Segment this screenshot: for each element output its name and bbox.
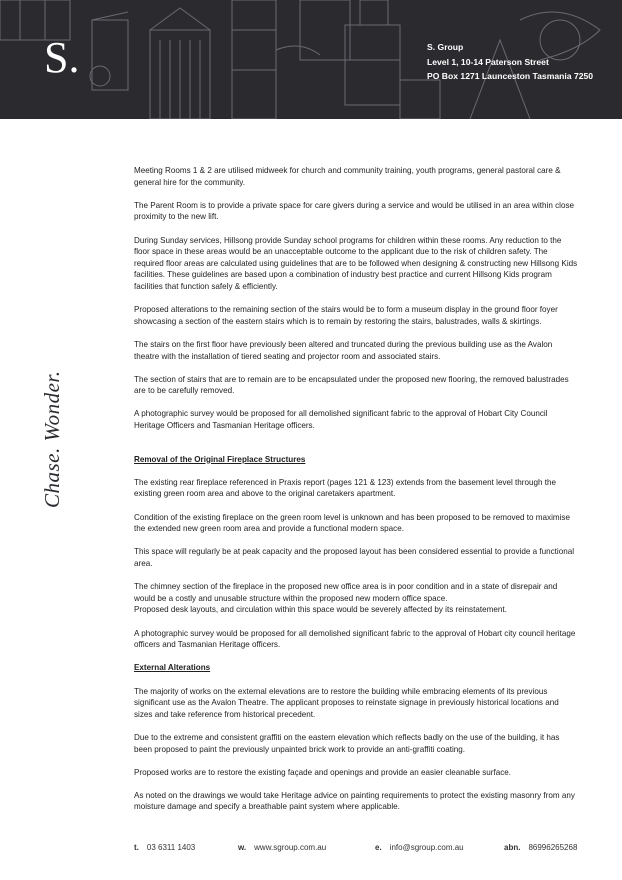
- abn-value: 86996265268: [528, 843, 578, 852]
- website-label: w.: [238, 843, 247, 852]
- paragraph: As noted on the drawings we would take Heritage advice on painting requirements to protect the existing masonry from any moisture damage and specify a breathable paint system where applicable.: [134, 790, 575, 812]
- footer-phone: [134, 842, 195, 854]
- section-heading-fireplace: Removal of the Original Fireplace Structures: [134, 454, 306, 464]
- website-value: www.sgroup.com.au: [254, 843, 327, 852]
- phone-value: 03 6311 1403: [146, 843, 196, 852]
- email-value: info@sgroup.com.au: [389, 843, 464, 852]
- paragraph: A photographic survey would be proposed for all demolished significant fabric to the approval of Hobart city council heritage officers and Tasmanian Heritage officers.: [134, 628, 576, 650]
- paragraph: [134, 581, 579, 616]
- paragraph: Due to the extreme and consistent graffiti on the eastern elevation which reflects badly on the use of the building, it has been proposed to paint the previously unpainted brick work to provide an anti-graffiti coating.: [134, 732, 560, 754]
- paragraph: During Sunday services, Hillsong provide Sunday school programs for children within these rooms. Any reduction to the floor space in these areas would be an unacceptable outcome to the applicant due to the risk of children safety. The required floor areas are calculated using guidelines that are to be followed when designing & constructing new Hillsong Kids facilities. These guidelines are based upon a combination of industry best practice and current Hillsong Kids program facilities that function safely & efficiently.: [134, 235, 578, 291]
- phone-label: t.: [134, 843, 139, 852]
- paragraph: This space will regularly be at peak capacity and the proposed layout has been considered essential to provide a functional area.: [134, 547, 575, 568]
- paragraph: The section of stairs that are to remain are to be encapsulated under the proposed new flooring, the removed balustrades are to be carefully removed.: [134, 374, 569, 396]
- footer-contacts: [134, 842, 584, 854]
- paragraph: Proposed alterations to the remaining section of the stairs would be to form a museum display in the ground floor foyer showcasing a section of the eastern stairs which is to remain by restoring the stairs, balustrades, walls & skirtings.: [134, 305, 558, 326]
- chimney-text: The chimney section of the fireplace in the proposed new office area is in poor condition and in a state of disrepair and would be a costly and unusable structure within the proposed new modern office space.: [134, 582, 558, 603]
- company-name: S. Group: [427, 42, 464, 52]
- paragraph: Proposed works are to restore the existing façade and openings and provide an easier cleanable surface.: [134, 767, 512, 777]
- email-label: e.: [375, 843, 382, 852]
- company-logo: S.: [44, 33, 80, 82]
- company-address: [427, 40, 593, 84]
- paragraph: The Parent Room is to provide a private space for care givers during a service and would be utilised in an area within close proximity to the new lift.: [134, 200, 574, 222]
- footer-abn: [504, 842, 577, 854]
- paragraph: Meeting Rooms 1 & 2 are utilised midweek for church and community training, youth programs, general pastoral care & general hire for the community.: [134, 166, 561, 187]
- address-line-2: PO Box 1271 Launceston Tasmania 7250: [427, 71, 594, 81]
- letterhead-banner: [0, 0, 622, 119]
- document-body: [134, 165, 579, 825]
- footer-email: [375, 842, 464, 854]
- chimney-text-continued: Proposed desk layouts, and circulation within this space would be severely affected by its reinstatement.: [134, 605, 507, 615]
- address-line-1: Level 1, 10-14 Paterson Street: [427, 56, 549, 67]
- paragraph: The existing rear fireplace referenced in Praxis report (pages 121 & 123) extends from the basement level through the existing green room area and above to the original caretakers apartment.: [134, 477, 557, 499]
- vertical-tagline: Chase. Wonder.: [40, 370, 64, 508]
- footer-website: [238, 842, 326, 854]
- abn-label: abn.: [504, 843, 521, 852]
- paragraph: Condition of the existing fireplace on the green room level is unknown and has been proposed to be removed to maximise the extended new green room area and provide a functional modern space.: [134, 512, 570, 534]
- paragraph: A photographic survey would be proposed for all demolished significant fabric to the approval of Hobart City Council Heritage Officers and Tasmanian Heritage officers.: [134, 409, 548, 431]
- paragraph: The stairs on the first floor have previously been altered and truncated during the previous building use as the Avalon theatre with the installation of tiered seating and projector room and associated stairs.: [134, 339, 553, 361]
- section-heading-external: External Alterations: [134, 663, 211, 673]
- paragraph: The majority of works on the external elevations are to restore the building while embracing elements of its previous significant use as the Avalon Theatre. The applicant proposes to reinstate signage in previously historical locations and sizes and take reference from historical precedent.: [134, 686, 559, 719]
